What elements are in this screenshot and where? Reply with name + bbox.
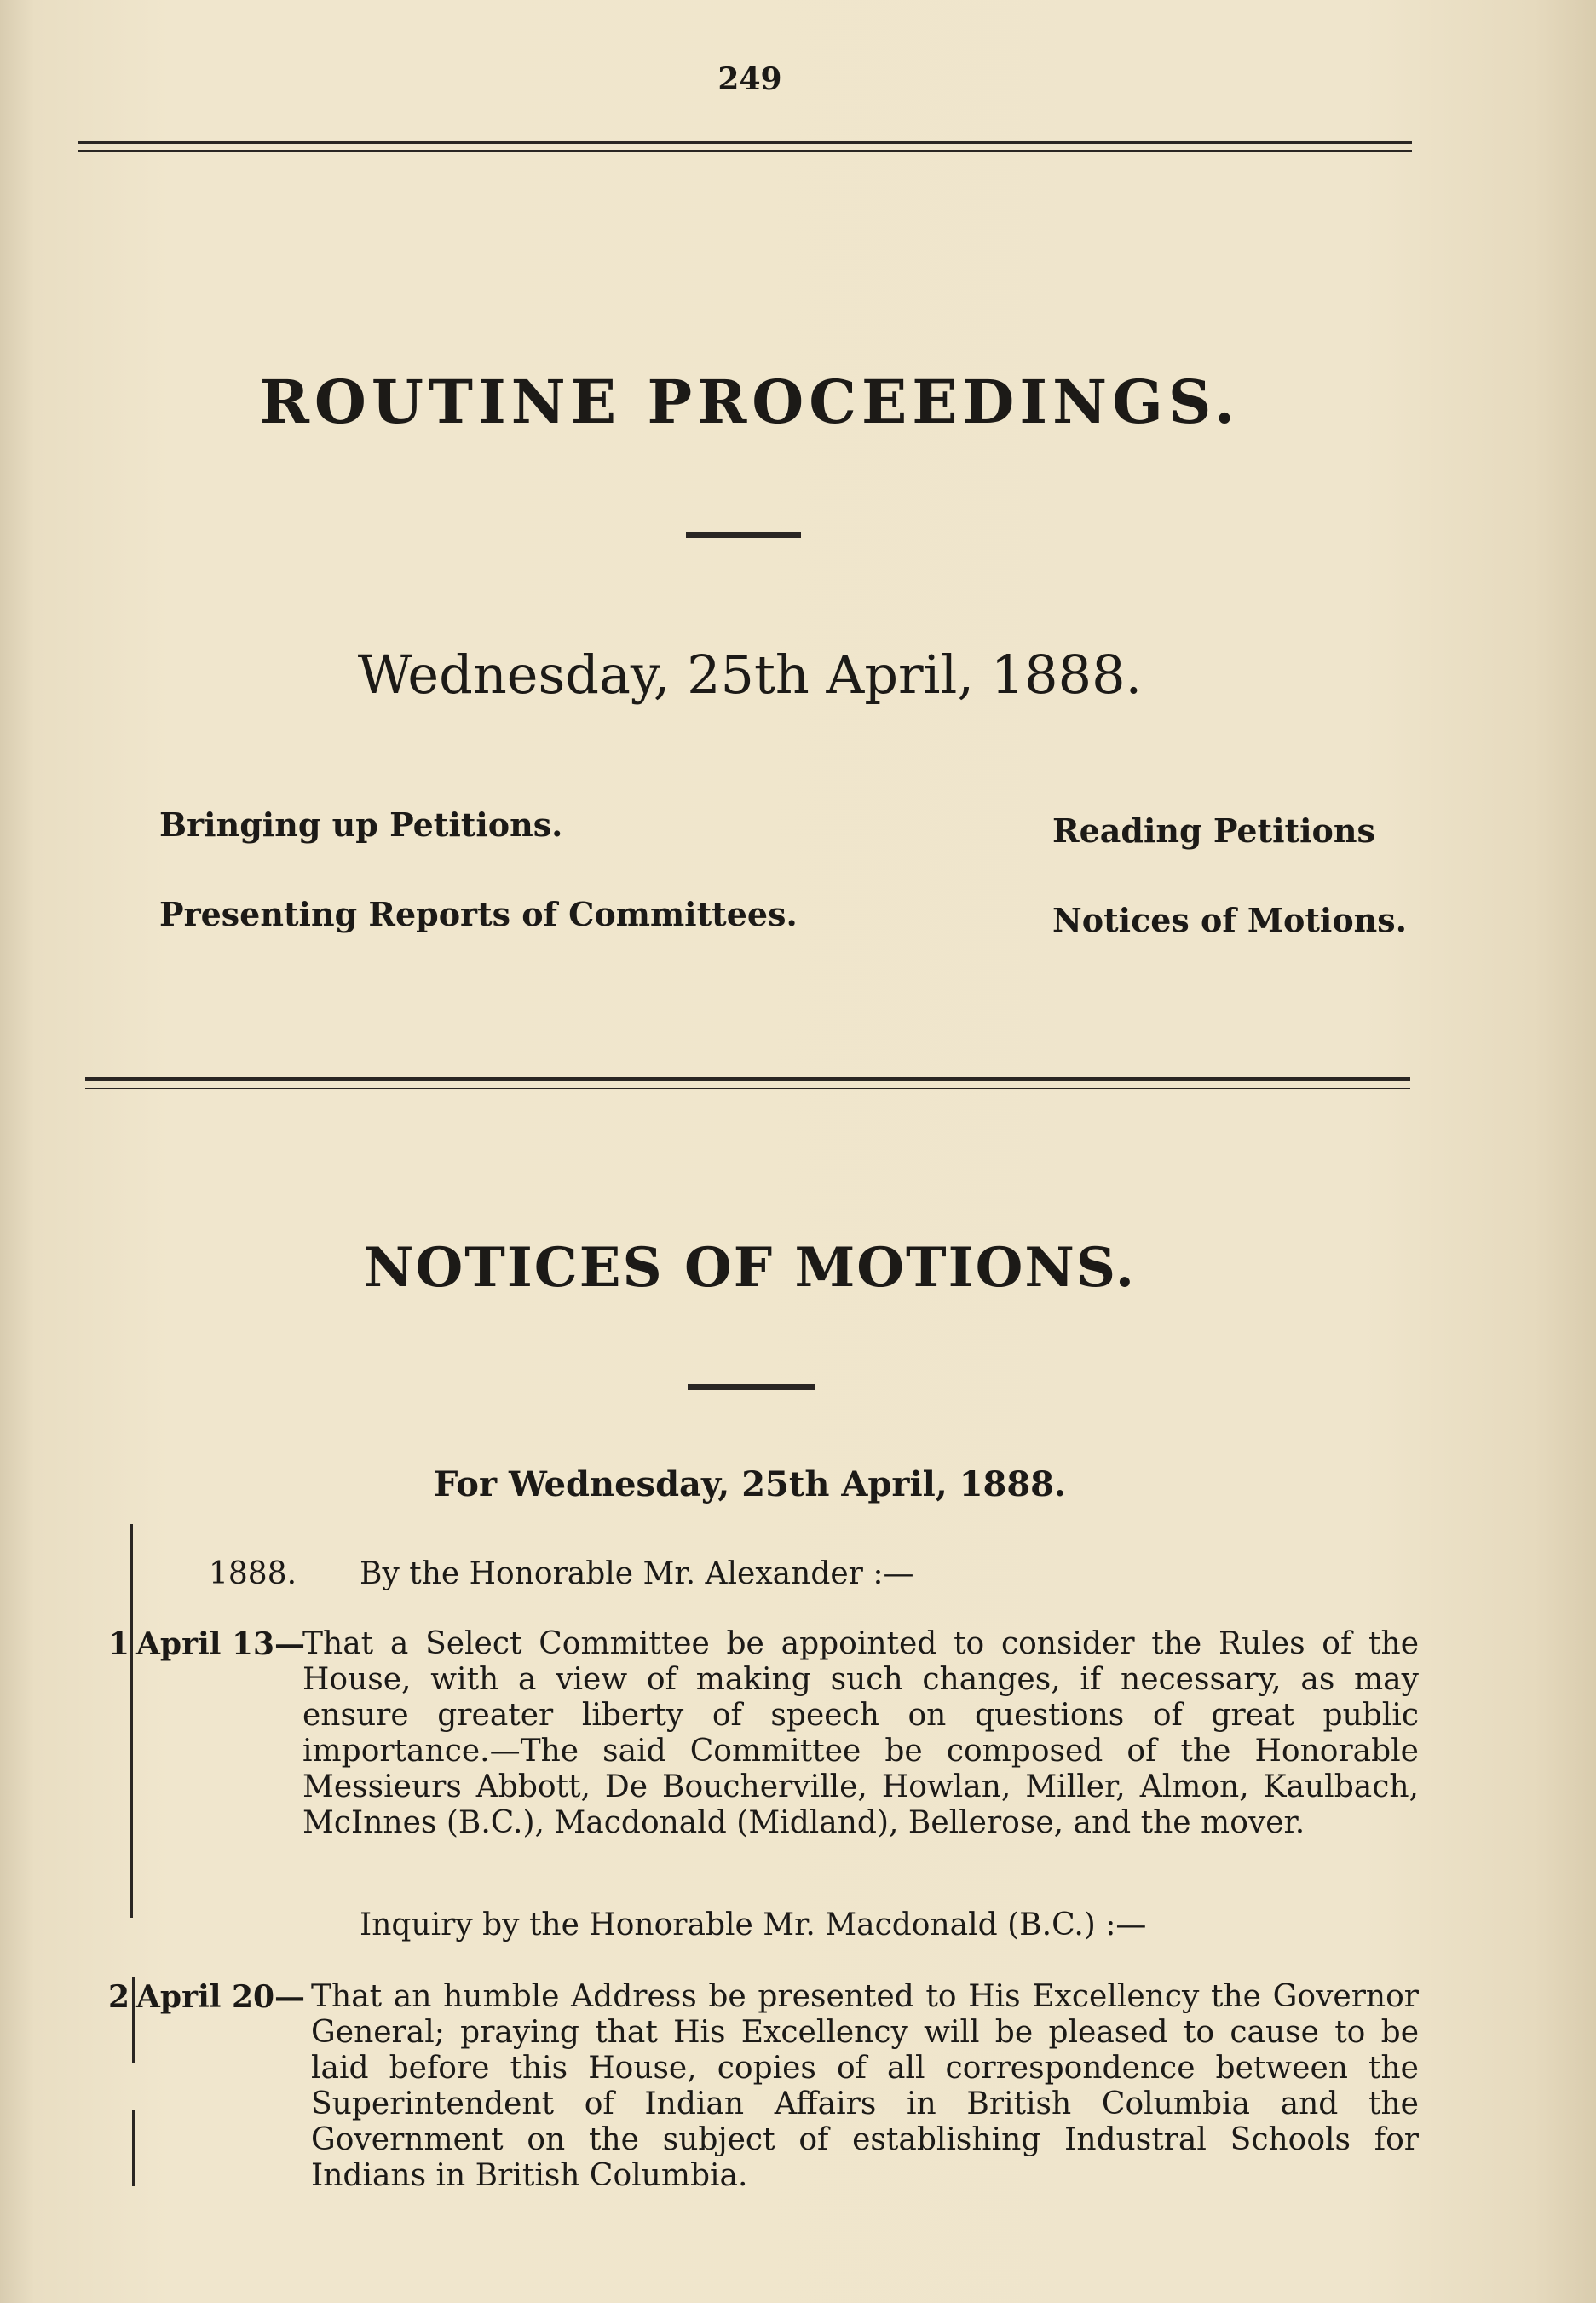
motion-text: That a Select Committee be appointed to consider the Rules of the House, with a view of making such changes, if necessary, as may ensure greater liberty of speech on questions of great public importance.—The said Committee be composed of the Honorable Messieurs Abbott, De Boucherville, Howlan, Miller, Almon, Kaulbach, McInnes (B.C.), Macdonald (Midland), Bellerose, and the mover. <box>302 1626 1419 1840</box>
middle-rule-thin <box>85 1088 1410 1089</box>
motion-intro: Inquiry by the Honorable Mr. Macdonald (B.C.) :— <box>360 1908 1147 1942</box>
motion-number: 2 <box>108 1979 130 2015</box>
routine-item: Notices of Motions. <box>1052 901 1407 939</box>
middle-rule <box>85 1077 1410 1081</box>
notices-underline <box>688 1384 815 1390</box>
title-underline <box>686 532 801 538</box>
routine-item: Reading Petitions <box>1052 811 1375 850</box>
routine-item: Bringing up Petitions. <box>159 805 563 844</box>
top-rule-thin <box>78 150 1412 152</box>
routine-item: Presenting Reports of Committees. <box>159 895 798 933</box>
margin-line <box>132 1977 135 2063</box>
motion-text: That an humble Address be presented to His Excellency the Governor General; praying that His Excellency will be pleased to cause to be laid before this House, copies of all correspondence between the Superintendent of Indian Affairs in British Columbia and the Government on the subject of establishing Industral Schools for Indians in British Columbia. <box>311 1979 1419 2193</box>
motion-number: 1 <box>108 1626 130 1662</box>
year-label: 1888. <box>209 1556 297 1591</box>
routine-date: Wednesday, 25th April, 1888. <box>357 644 1143 706</box>
notices-title: NOTICES OF MOTIONS. <box>363 1236 1137 1300</box>
motion-date: April 20— <box>136 1979 306 2015</box>
top-rule <box>78 141 1412 144</box>
margin-line <box>132 2110 135 2186</box>
margin-line <box>130 1524 133 1852</box>
motion-date: April 13— <box>136 1626 306 1662</box>
for-date: For Wednesday, 25th April, 1888. <box>434 1464 1066 1504</box>
motion-intro: By the Honorable Mr. Alexander :— <box>360 1556 914 1591</box>
routine-title: ROUTINE PROCEEDINGS. <box>259 367 1241 437</box>
page-number: 249 <box>717 61 782 97</box>
margin-line <box>130 1841 133 1918</box>
